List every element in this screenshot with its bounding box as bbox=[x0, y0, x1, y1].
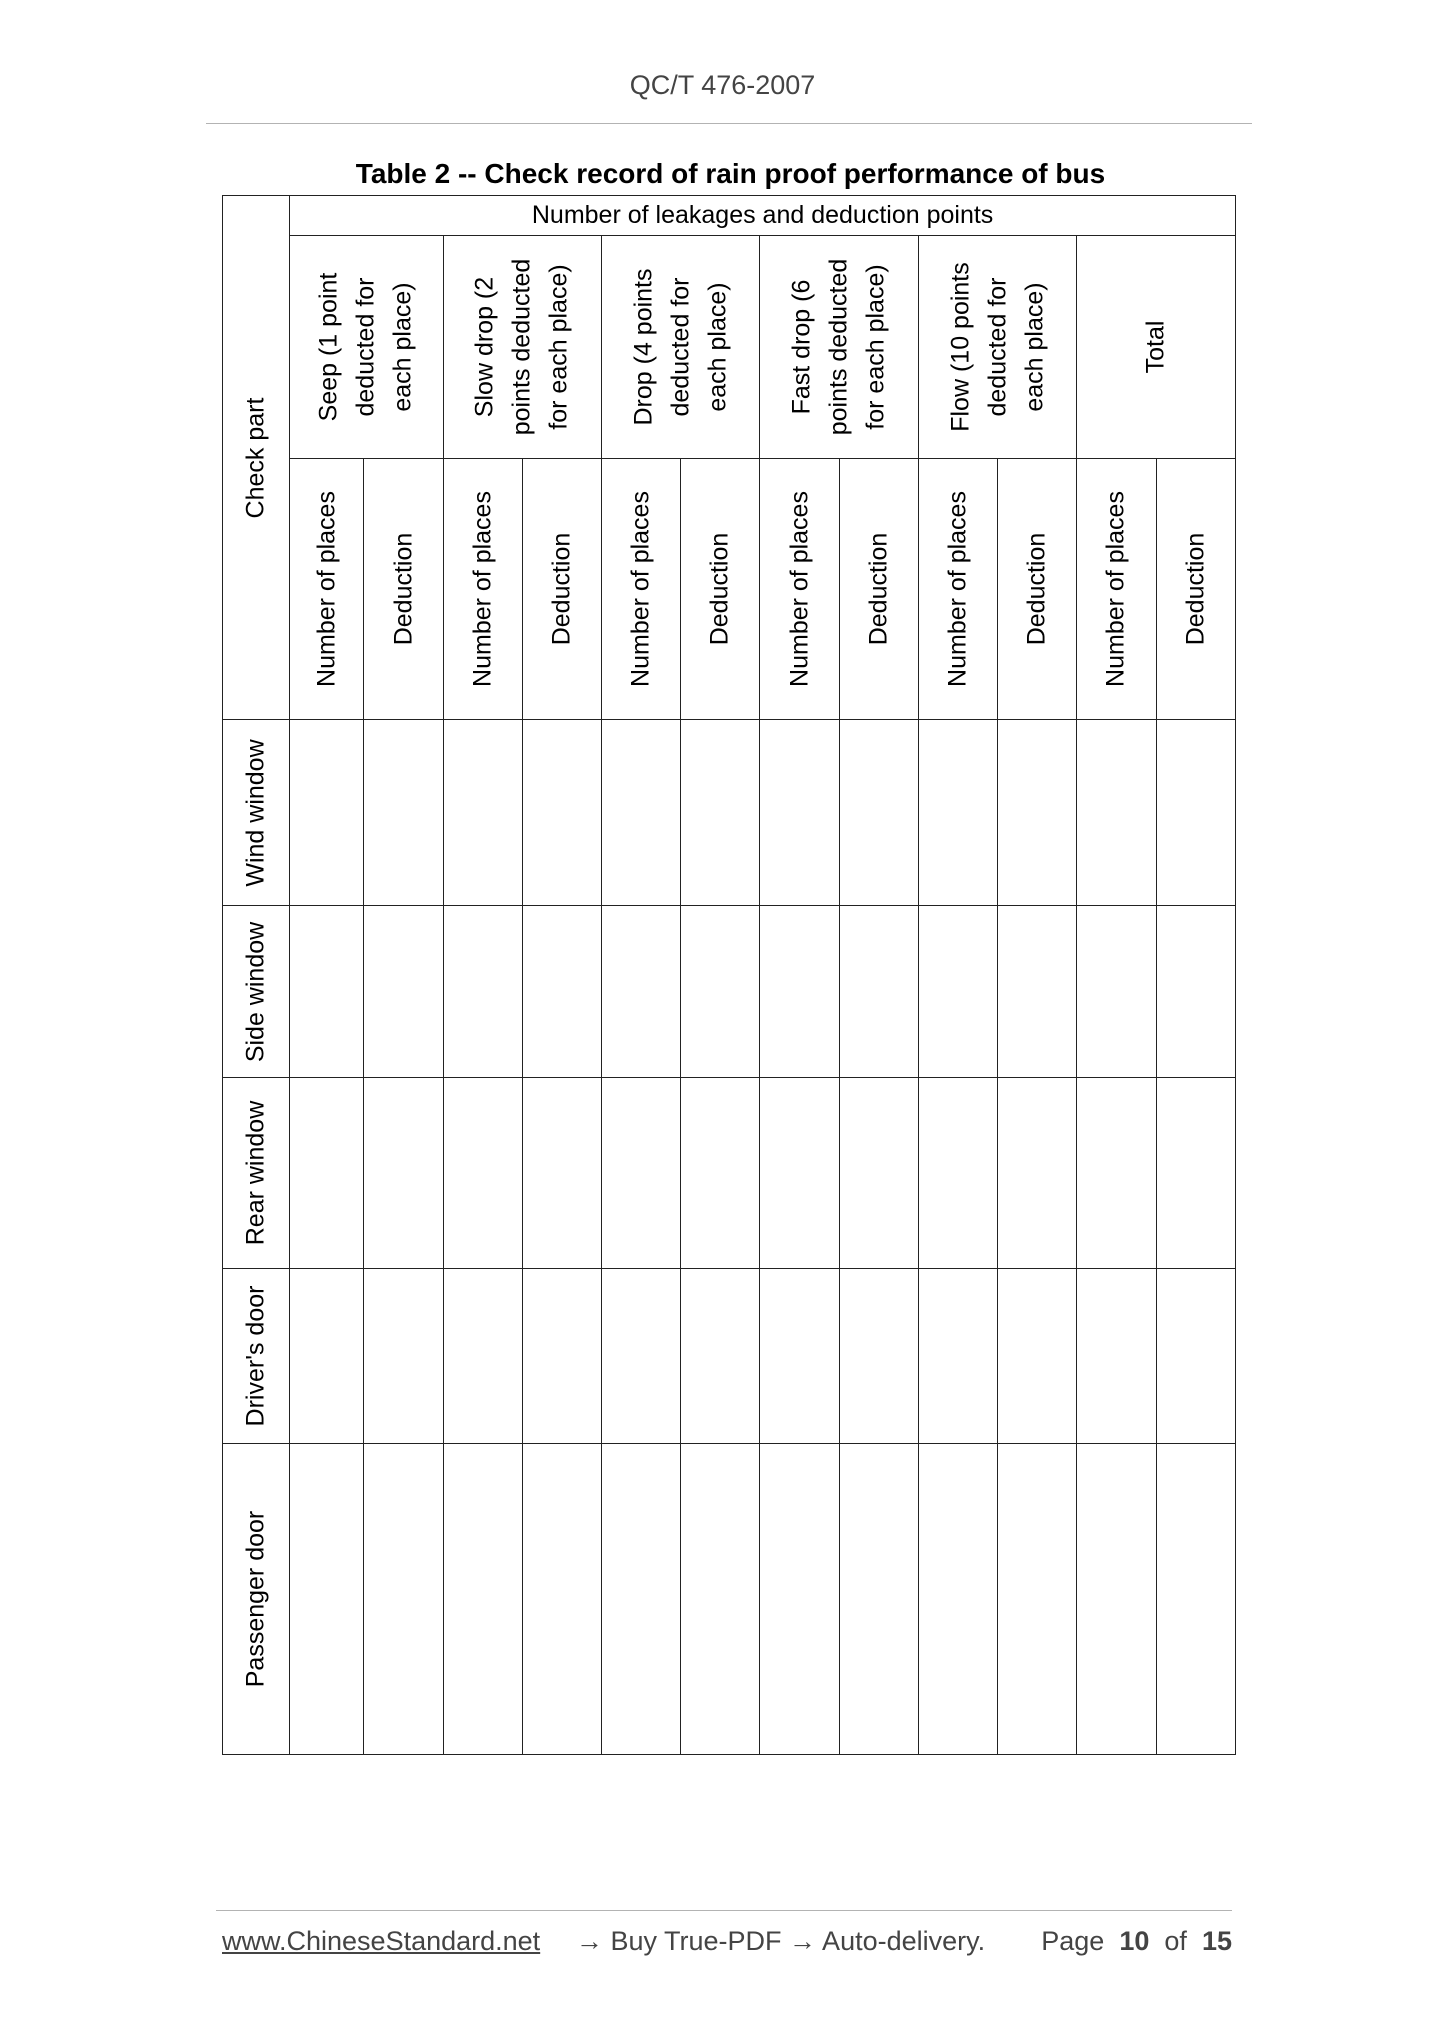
places-entry-cell[interactable] bbox=[602, 1444, 681, 1755]
places-header-label: Number of places bbox=[785, 491, 814, 687]
category-label bbox=[625, 268, 736, 425]
category-label bbox=[784, 259, 895, 436]
places-header bbox=[1077, 458, 1156, 720]
footer-divider bbox=[216, 1910, 1232, 1911]
check-part-label: Rear window bbox=[241, 1100, 270, 1246]
deduction-entry-cell[interactable] bbox=[839, 905, 918, 1077]
category-label-line: points deducted bbox=[824, 258, 853, 436]
deduction-entry-cell[interactable] bbox=[1156, 905, 1235, 1077]
category-header bbox=[602, 236, 760, 459]
deduction-header bbox=[681, 458, 760, 720]
category-label-line: each place) bbox=[703, 282, 732, 412]
check-part-header: Check part bbox=[223, 196, 290, 720]
deduction-entry-cell[interactable] bbox=[839, 1444, 918, 1755]
places-entry-cell[interactable] bbox=[602, 905, 681, 1077]
category-label bbox=[1138, 320, 1175, 373]
places-entry-cell[interactable] bbox=[443, 1268, 522, 1443]
table-row bbox=[223, 905, 1236, 1077]
deduction-header-label: Deduction bbox=[1181, 532, 1210, 646]
deduction-entry-cell[interactable] bbox=[364, 1268, 443, 1443]
category-label-line: deducted for bbox=[666, 277, 695, 417]
table-row bbox=[223, 720, 1236, 905]
deduction-entry-cell[interactable] bbox=[364, 1444, 443, 1755]
check-part-cell bbox=[223, 1268, 290, 1443]
page-footer bbox=[222, 1926, 1232, 1966]
check-part-label: Driver's door bbox=[241, 1285, 270, 1427]
deduction-entry-cell[interactable] bbox=[1156, 1268, 1235, 1443]
check-part-cell bbox=[223, 1444, 290, 1755]
deduction-header bbox=[364, 458, 443, 720]
category-header bbox=[760, 236, 918, 459]
deduction-entry-cell[interactable] bbox=[522, 1444, 601, 1755]
deduction-header bbox=[522, 458, 601, 720]
places-entry-cell[interactable] bbox=[290, 1268, 364, 1443]
deduction-entry-cell[interactable] bbox=[1156, 1444, 1235, 1755]
places-entry-cell[interactable] bbox=[760, 1078, 839, 1268]
deduction-header-label: Deduction bbox=[389, 532, 417, 646]
deduction-entry-cell[interactable] bbox=[522, 1268, 601, 1443]
category-label-line: Total bbox=[1141, 320, 1170, 374]
deduction-header-label: Deduction bbox=[864, 532, 893, 646]
category-label-line: for each place) bbox=[544, 264, 573, 430]
places-entry-cell[interactable] bbox=[602, 1078, 681, 1268]
category-label bbox=[942, 262, 1053, 432]
category-label-line: points deducted bbox=[507, 258, 536, 436]
check-part-cell bbox=[223, 720, 290, 905]
site-link[interactable]: www.ChineseStandard.net bbox=[222, 1926, 541, 1956]
check-part-cell bbox=[223, 1078, 290, 1268]
check-part-label: Side window bbox=[241, 921, 270, 1062]
places-entry-cell[interactable] bbox=[1077, 1268, 1156, 1443]
category-label-line: Fast drop (6 bbox=[787, 279, 816, 415]
table-title: Table 2 -- Check record of rain proof performance of bus bbox=[355, 158, 1106, 189]
category-label-line: each place) bbox=[1020, 282, 1049, 412]
promo-text: → Buy True-PDF → Auto-delivery. bbox=[576, 1926, 986, 1956]
places-entry-cell[interactable] bbox=[918, 905, 997, 1077]
deduction-header bbox=[1156, 458, 1235, 720]
deduction-entry-cell[interactable] bbox=[522, 905, 601, 1077]
deduction-entry-cell[interactable] bbox=[998, 1444, 1077, 1755]
places-entry-cell[interactable] bbox=[1077, 905, 1156, 1077]
places-header bbox=[443, 458, 522, 720]
category-label-line: for each place) bbox=[861, 264, 890, 430]
table-row bbox=[223, 1078, 1236, 1268]
category-label bbox=[311, 273, 422, 422]
places-entry-cell[interactable] bbox=[290, 905, 364, 1077]
category-label-line: deducted for bbox=[351, 277, 380, 417]
places-header-label: Number of places bbox=[468, 491, 497, 687]
deduction-entry-cell[interactable] bbox=[839, 1078, 918, 1268]
places-entry-cell[interactable] bbox=[760, 905, 839, 1077]
deduction-entry-cell[interactable] bbox=[839, 1268, 918, 1443]
deduction-header bbox=[998, 458, 1077, 720]
places-entry-cell[interactable] bbox=[918, 720, 997, 905]
category-label-line: Drop (4 points bbox=[629, 268, 658, 426]
category-header bbox=[443, 236, 601, 459]
deduction-entry-cell[interactable] bbox=[364, 1078, 443, 1268]
places-header bbox=[290, 458, 364, 720]
places-entry-cell[interactable] bbox=[443, 905, 522, 1077]
table-row bbox=[223, 1268, 1236, 1443]
places-entry-cell[interactable] bbox=[290, 720, 364, 905]
leakage-group-header: Number of leakages and deduction points bbox=[290, 196, 1236, 236]
places-header bbox=[760, 458, 839, 720]
check-part-cell bbox=[223, 905, 290, 1077]
category-label-line: Seep (1 point bbox=[314, 272, 343, 422]
page-indicator: Page 10 of 15 bbox=[1041, 1926, 1232, 1956]
category-header bbox=[290, 236, 443, 459]
deduction-entry-cell[interactable] bbox=[681, 1078, 760, 1268]
category-header bbox=[918, 236, 1076, 459]
deduction-entry-cell[interactable] bbox=[998, 1268, 1077, 1443]
places-header-label: Number of places bbox=[943, 491, 972, 687]
category-label-line: deducted for bbox=[983, 277, 1012, 417]
places-entry-cell[interactable] bbox=[443, 1444, 522, 1755]
places-entry-cell[interactable] bbox=[918, 1078, 997, 1268]
deduction-entry-cell[interactable] bbox=[522, 1078, 601, 1268]
deduction-entry-cell[interactable] bbox=[998, 1078, 1077, 1268]
deduction-header-label: Deduction bbox=[1022, 532, 1051, 646]
standard-code-header: QC/T 476-2007 bbox=[629, 70, 816, 100]
category-label-line: Slow drop (2 bbox=[470, 276, 499, 418]
deduction-entry-cell[interactable] bbox=[681, 1268, 760, 1443]
deduction-entry-cell[interactable] bbox=[998, 720, 1077, 905]
category-label bbox=[467, 259, 578, 436]
places-entry-cell[interactable] bbox=[443, 1078, 522, 1268]
places-header-label: Number of places bbox=[312, 491, 341, 687]
places-entry-cell[interactable] bbox=[290, 1078, 364, 1268]
deduction-header bbox=[839, 458, 918, 720]
places-entry-cell[interactable] bbox=[1077, 720, 1156, 905]
category-label-line: Flow (10 points bbox=[946, 262, 975, 432]
deduction-entry-cell[interactable] bbox=[522, 720, 601, 905]
places-entry-cell[interactable] bbox=[443, 720, 522, 905]
places-header bbox=[602, 458, 681, 720]
deduction-entry-cell[interactable] bbox=[839, 720, 918, 905]
places-entry-cell[interactable] bbox=[1077, 1078, 1156, 1268]
places-entry-cell[interactable] bbox=[760, 1268, 839, 1443]
category-label-line: each place) bbox=[388, 282, 417, 412]
table-row bbox=[223, 1444, 1236, 1755]
places-header-label: Number of places bbox=[626, 491, 655, 687]
places-entry-cell[interactable] bbox=[602, 1268, 681, 1443]
header-divider bbox=[206, 123, 1252, 124]
places-header-label: Number of places bbox=[1101, 491, 1130, 687]
deduction-entry-cell[interactable] bbox=[364, 720, 443, 905]
places-header bbox=[918, 458, 997, 720]
category-header bbox=[1077, 236, 1236, 459]
deduction-entry-cell[interactable] bbox=[681, 720, 760, 905]
deduction-entry-cell[interactable] bbox=[364, 905, 443, 1077]
places-entry-cell[interactable] bbox=[1077, 1444, 1156, 1755]
places-entry-cell[interactable] bbox=[918, 1268, 997, 1443]
deduction-entry-cell[interactable] bbox=[681, 1444, 760, 1755]
places-entry-cell[interactable] bbox=[290, 1444, 364, 1755]
deduction-entry-cell[interactable] bbox=[1156, 720, 1235, 905]
current-page: 10 bbox=[1119, 1926, 1150, 1956]
places-entry-cell[interactable] bbox=[918, 1444, 997, 1755]
deduction-entry-cell[interactable] bbox=[1156, 1078, 1235, 1268]
deduction-header-label: Deduction bbox=[547, 532, 576, 646]
deduction-header-label: Deduction bbox=[705, 532, 734, 646]
check-part-label: Passenger door bbox=[241, 1510, 270, 1688]
deduction-entry-cell[interactable] bbox=[998, 905, 1077, 1077]
places-entry-cell[interactable] bbox=[760, 1444, 839, 1755]
deduction-entry-cell[interactable] bbox=[681, 905, 760, 1077]
rain-proof-record-table bbox=[222, 195, 1236, 1755]
check-part-label: Wind window bbox=[241, 738, 270, 887]
places-entry-cell[interactable] bbox=[602, 720, 681, 905]
places-entry-cell[interactable] bbox=[760, 720, 839, 905]
total-pages: 15 bbox=[1201, 1926, 1232, 1956]
